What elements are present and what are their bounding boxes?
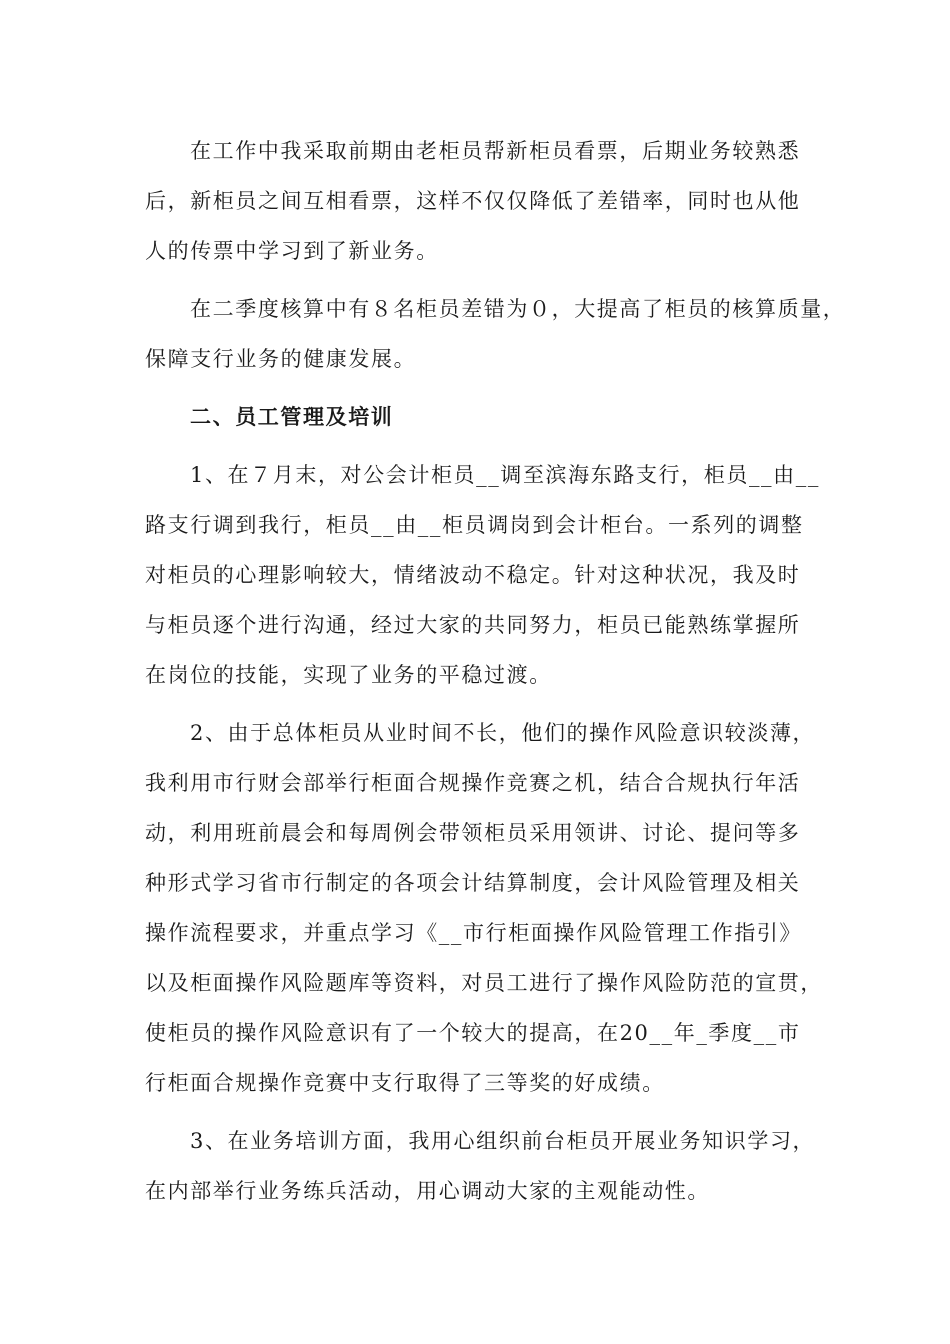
item-3-line-1: 3、在业务培训方面，我用心组织前台柜员开展业务知识学习， <box>190 1129 816 1153</box>
item-3-line-2: 在内部举行业务练兵活动，用心调动大家的主观能动性。 <box>145 1179 710 1203</box>
paragraph-1-line-3: 人的传票中学习到了新业务。 <box>145 239 439 263</box>
item-2-line-4: 种形式学习省市行制定的各项会计结算制度，会计风险管理及相关 <box>145 871 801 895</box>
paragraph-2-line-1: 在二季度核算中有８名柜员差错为０，大提高了柜员的核算质量， <box>190 297 846 321</box>
item-1-line-1: 1、在７月末，对公会计柜员__调至滨海东路支行，柜员__由__ <box>190 463 820 487</box>
section-heading: 二、员工管理及培训 <box>190 405 394 429</box>
item-2-line-5: 操作流程要求，并重点学习《__市行柜面操作风险管理工作指引》 <box>145 921 802 945</box>
item-1-line-2: 路支行调到我行，柜员__由__柜员调岗到会计柜台。一系列的调整 <box>145 513 804 537</box>
item-1-line-5: 在岗位的技能，实现了业务的平稳过渡。 <box>145 663 552 687</box>
paragraph-1-line-1: 在工作中我采取前期由老柜员帮新柜员看票，后期业务较熟悉 <box>190 139 801 163</box>
item-2-line-3: 动，利用班前晨会和每周例会带领柜员采用领讲、讨论、提问等多 <box>145 821 801 845</box>
item-2-line-2: 我利用市行财会部举行柜面合规操作竞赛之机，结合合规执行年活 <box>145 771 801 795</box>
item-2-line-8: 行柜面合规操作竞赛中支行取得了三等奖的好成绩。 <box>145 1071 665 1095</box>
paragraph-2-line-2: 保障支行业务的健康发展。 <box>145 347 417 371</box>
paragraph-1-line-2: 后，新柜员之间互相看票，这样不仅仅降低了差错率，同时也从他 <box>145 189 801 213</box>
item-2-line-6: 以及柜面操作风险题库等资料，对员工进行了操作风险防范的宣贯， <box>145 971 823 995</box>
item-1-line-4: 与柜员逐个进行沟通，经过大家的共同努力，柜员已能熟练掌握所 <box>145 613 801 637</box>
item-2-line-1: 2、由于总体柜员从业时间不长，他们的操作风险意识较淡薄， <box>190 721 816 745</box>
item-2-line-7: 使柜员的操作风险意识有了一个较大的提高，在20__年_季度__市 <box>145 1021 801 1045</box>
item-1-line-3: 对柜员的心理影响较大，情绪波动不稳定。针对这种状况，我及时 <box>145 563 801 587</box>
